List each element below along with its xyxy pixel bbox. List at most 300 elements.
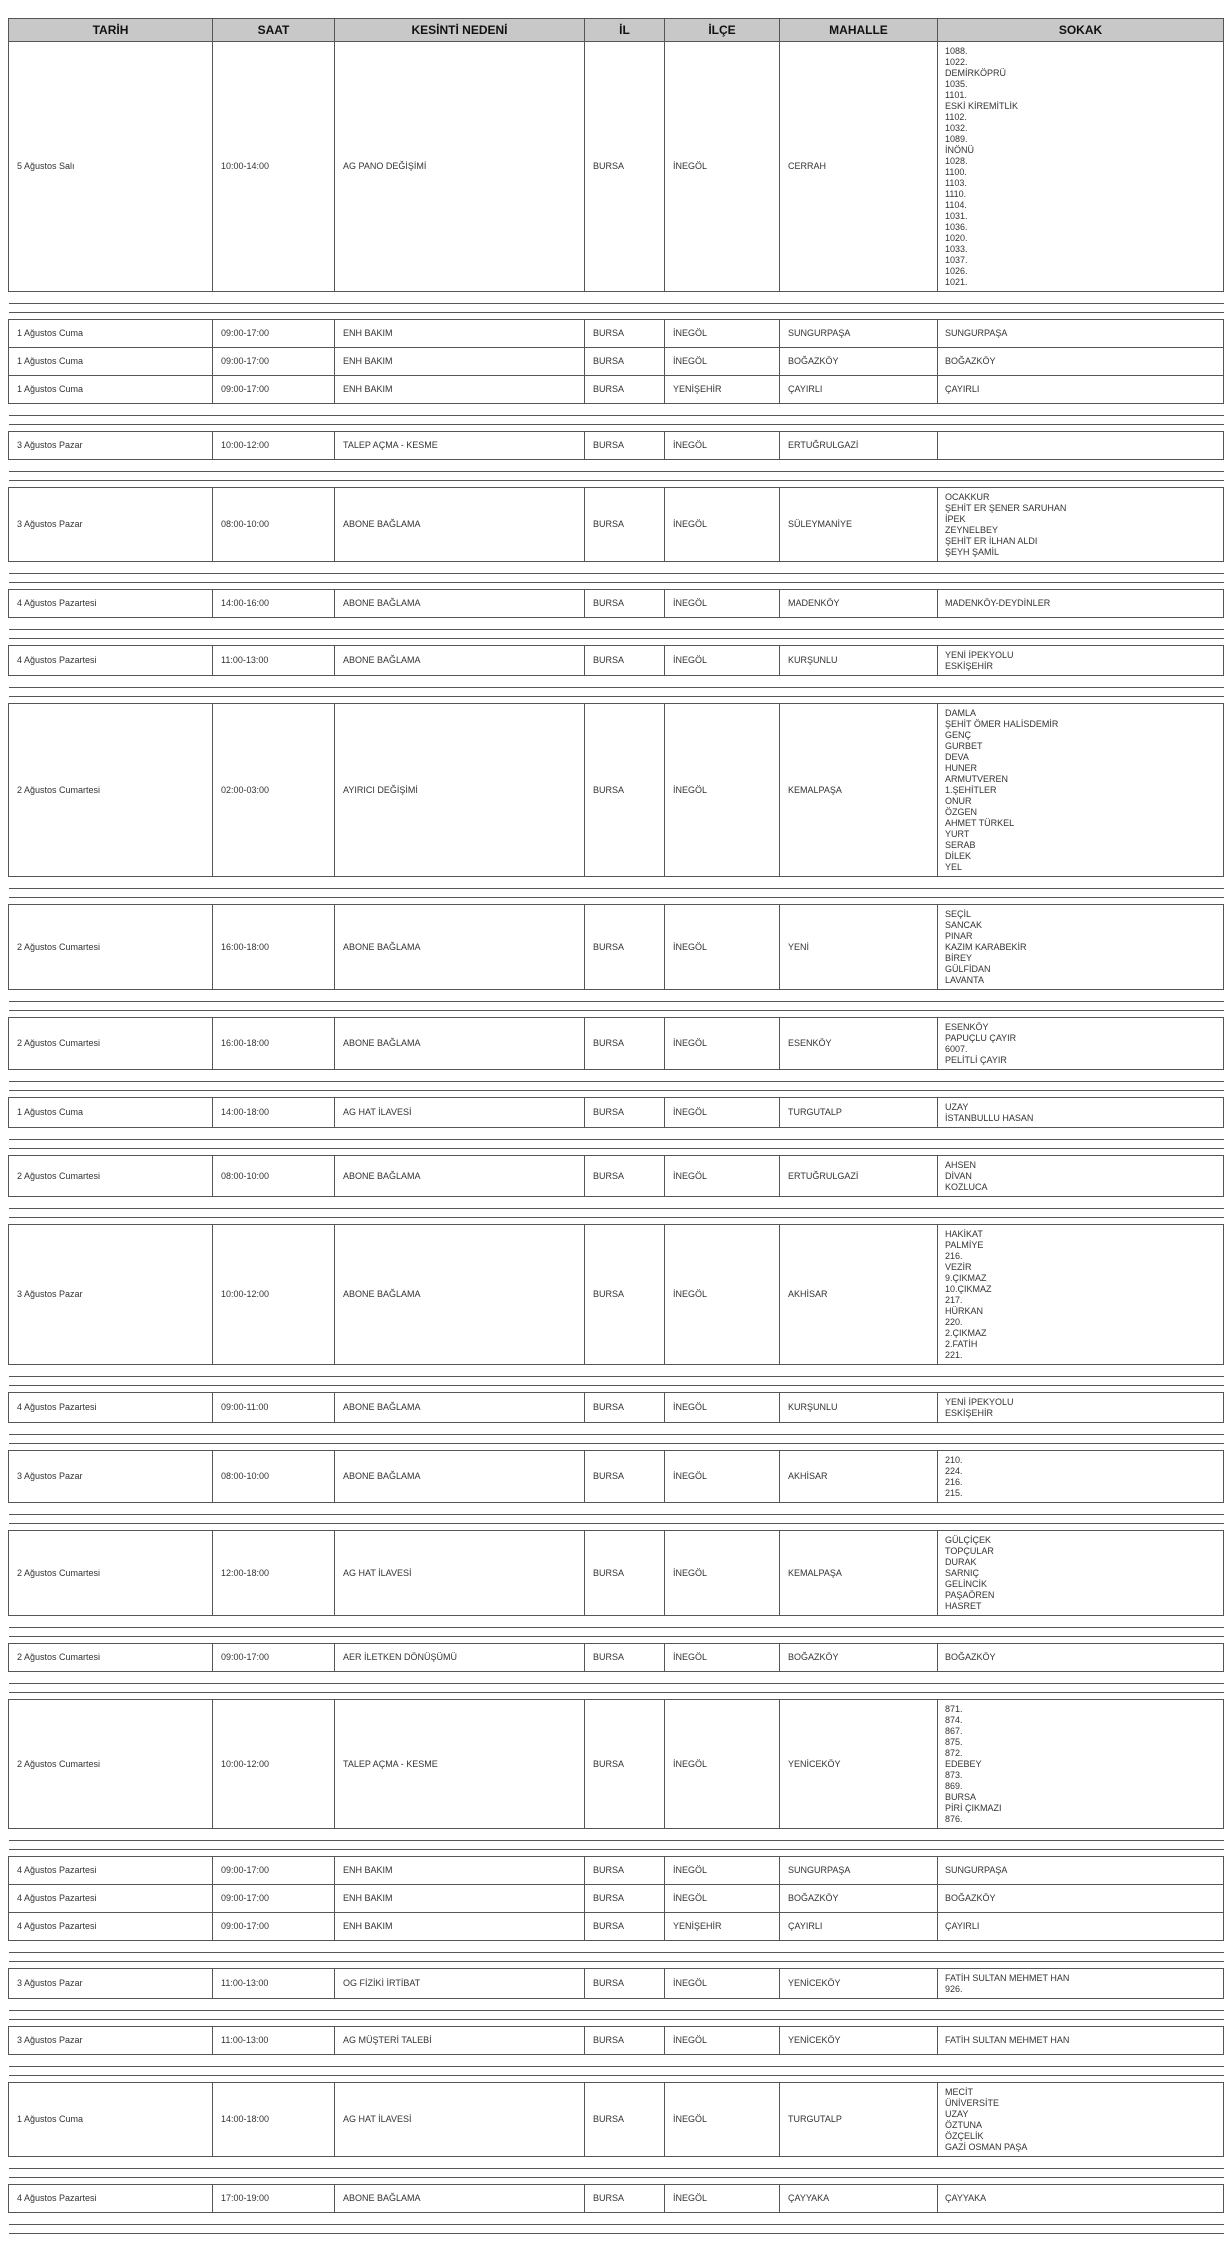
street-name: 874. bbox=[945, 1714, 963, 1725]
district-cell: İNEGÖL bbox=[665, 590, 780, 618]
reason-cell: ABONE BAĞLAMA bbox=[335, 1018, 585, 1070]
separator-cell bbox=[9, 1999, 1224, 2027]
neighborhood-cell: SÜLEYMANİYE bbox=[780, 488, 938, 562]
province-cell: BURSA bbox=[585, 590, 665, 618]
district-cell: İNEGÖL bbox=[665, 1531, 780, 1616]
province-cell: BURSA bbox=[585, 320, 665, 348]
district-cell: İNEGÖL bbox=[665, 2083, 780, 2157]
date-cell: 4 Ağustos Pazartesi bbox=[9, 2185, 213, 2213]
street-name: 2.ÇIKMAZ bbox=[945, 1327, 987, 1338]
province-cell: BURSA bbox=[585, 1098, 665, 1128]
street-name: VEZİR bbox=[945, 1261, 972, 1272]
street-name: KAZIM KARABEKİR bbox=[945, 941, 1027, 952]
row-separator bbox=[9, 990, 1224, 1018]
separator-line bbox=[9, 1523, 1224, 1524]
table-row bbox=[9, 1885, 1224, 1913]
province-cell: BURSA bbox=[585, 42, 665, 292]
street-cell bbox=[938, 1451, 1224, 1503]
neighborhood-cell: ÇAYIRLI bbox=[780, 1913, 938, 1941]
neighborhood-cell: CERRAH bbox=[780, 42, 938, 292]
street-name: ÇAYYAKA bbox=[945, 2193, 987, 2203]
street-name: GENÇ bbox=[945, 729, 972, 740]
district-cell: İNEGÖL bbox=[665, 432, 780, 460]
district-cell: İNEGÖL bbox=[665, 1644, 780, 1672]
date-cell: 4 Ağustos Pazartesi bbox=[9, 1393, 213, 1423]
neighborhood-cell: ÇAYIRLI bbox=[780, 376, 938, 404]
province-cell: BURSA bbox=[585, 1913, 665, 1941]
street-name: 1101. bbox=[945, 89, 967, 100]
street-name: DİVAN bbox=[945, 1170, 972, 1181]
district-cell: İNEGÖL bbox=[665, 1018, 780, 1070]
separator-line bbox=[9, 1217, 1224, 1218]
table-row bbox=[9, 1156, 1224, 1197]
row-separator bbox=[9, 1672, 1224, 1700]
time-cell: 09:00-17:00 bbox=[213, 376, 335, 404]
separator-cell bbox=[9, 2157, 1224, 2185]
separator-line bbox=[9, 687, 1224, 688]
separator-line bbox=[9, 1148, 1224, 1149]
street-name: ESKİŞEHİR bbox=[945, 660, 994, 671]
date-cell: 2 Ağustos Cumartesi bbox=[9, 704, 213, 877]
street-cell bbox=[938, 646, 1224, 676]
time-cell: 16:00-18:00 bbox=[213, 1018, 335, 1070]
time-cell: 10:00-12:00 bbox=[213, 1700, 335, 1829]
street-cell bbox=[938, 432, 1224, 460]
neighborhood-cell: KEMALPAŞA bbox=[780, 1531, 938, 1616]
district-cell: İNEGÖL bbox=[665, 488, 780, 562]
street-name: 210. bbox=[945, 1454, 963, 1465]
separator-line bbox=[9, 897, 1224, 898]
date-cell: 5 Ağustos Salı bbox=[9, 42, 213, 292]
street-name: 6007. bbox=[945, 1043, 968, 1054]
row-separator bbox=[9, 1941, 1224, 1969]
province-cell: BURSA bbox=[585, 905, 665, 990]
row-separator bbox=[9, 1128, 1224, 1156]
separator-line bbox=[9, 888, 1224, 889]
street-cell bbox=[938, 320, 1224, 348]
street-name: 872. bbox=[945, 1747, 963, 1758]
street-name: 1089. bbox=[945, 133, 968, 144]
province-cell: BURSA bbox=[585, 1885, 665, 1913]
province-cell: BURSA bbox=[585, 432, 665, 460]
province-cell: BURSA bbox=[585, 2027, 665, 2055]
header-district: İLÇE bbox=[665, 19, 780, 42]
date-cell: 3 Ağustos Pazar bbox=[9, 432, 213, 460]
neighborhood-cell: BOĞAZKÖY bbox=[780, 1644, 938, 1672]
street-name: AHSEN bbox=[945, 1159, 977, 1170]
neighborhood-cell: YENİCEKÖY bbox=[780, 1969, 938, 1999]
province-cell: BURSA bbox=[585, 704, 665, 877]
street-name: 216. bbox=[945, 1250, 963, 1261]
reason-cell: ABONE BAĞLAMA bbox=[335, 1156, 585, 1197]
separator-line bbox=[9, 1081, 1224, 1082]
reason-cell: AG PANO DEĞİŞİMİ bbox=[335, 42, 585, 292]
street-cell bbox=[938, 2083, 1224, 2157]
reason-cell: ABONE BAĞLAMA bbox=[335, 1451, 585, 1503]
table-row bbox=[9, 1969, 1224, 1999]
table-body bbox=[9, 42, 1224, 2241]
separator-line bbox=[9, 2224, 1224, 2225]
street-name: GAZİ OSMAN PAŞA bbox=[945, 2141, 1028, 2152]
separator-line bbox=[9, 1001, 1224, 1002]
time-cell: 09:00-17:00 bbox=[213, 1913, 335, 1941]
street-name: SANCAK bbox=[945, 919, 983, 930]
table-row bbox=[9, 590, 1224, 618]
street-name: 1102. bbox=[945, 111, 967, 122]
street-name: ÇAYIRLI bbox=[945, 384, 980, 394]
street-cell bbox=[938, 1700, 1224, 1829]
time-cell: 09:00-17:00 bbox=[213, 1857, 335, 1885]
table-row bbox=[9, 905, 1224, 990]
province-cell: BURSA bbox=[585, 2185, 665, 2213]
district-cell: İNEGÖL bbox=[665, 1393, 780, 1423]
street-name: 875. bbox=[945, 1736, 963, 1747]
reason-cell: AG HAT İLAVESİ bbox=[335, 2083, 585, 2157]
time-cell: 11:00-13:00 bbox=[213, 646, 335, 676]
reason-cell: AG HAT İLAVESİ bbox=[335, 1531, 585, 1616]
province-cell: BURSA bbox=[585, 2083, 665, 2157]
street-name: ÖZGEN bbox=[945, 806, 978, 817]
neighborhood-cell: ÇAYYAKA bbox=[780, 2185, 938, 2213]
province-cell: BURSA bbox=[585, 1700, 665, 1829]
street-cell bbox=[938, 1098, 1224, 1128]
street-name: GURBET bbox=[945, 740, 983, 751]
street-name: ÖZTUNA bbox=[945, 2119, 982, 2130]
table-row bbox=[9, 2083, 1224, 2157]
street-name: GÜLÇİÇEK bbox=[945, 1534, 992, 1545]
street-name: BİREY bbox=[945, 952, 973, 963]
street-name: BURSA bbox=[945, 1791, 977, 1802]
street-name: YEL bbox=[945, 861, 963, 872]
time-cell: 09:00-17:00 bbox=[213, 348, 335, 376]
district-cell: YENİŞEHİR bbox=[665, 1913, 780, 1941]
reason-cell: AYIRICI DEĞİŞİMİ bbox=[335, 704, 585, 877]
separator-line bbox=[9, 1849, 1224, 1850]
street-cell bbox=[938, 1644, 1224, 1672]
street-name: HASRET bbox=[945, 1600, 982, 1611]
time-cell: 14:00-18:00 bbox=[213, 1098, 335, 1128]
separator-cell bbox=[9, 404, 1224, 432]
row-separator bbox=[9, 404, 1224, 432]
street-name: 1028. bbox=[945, 155, 968, 166]
neighborhood-cell: ESENKÖY bbox=[780, 1018, 938, 1070]
street-name: BOĞAZKÖY bbox=[945, 1652, 996, 1662]
separator-line bbox=[9, 1376, 1224, 1377]
time-cell: 09:00-11:00 bbox=[213, 1393, 335, 1423]
street-name: 1020. bbox=[945, 232, 968, 243]
district-cell: İNEGÖL bbox=[665, 1098, 780, 1128]
street-name: DEMİRKÖPRÜ bbox=[945, 67, 1007, 78]
reason-cell: ENH BAKIM bbox=[335, 376, 585, 404]
row-separator bbox=[9, 1616, 1224, 1644]
province-cell: BURSA bbox=[585, 1857, 665, 1885]
table-row bbox=[9, 1644, 1224, 1672]
street-name: BOĞAZKÖY bbox=[945, 356, 996, 366]
header-street: SOKAK bbox=[938, 19, 1224, 42]
table-row bbox=[9, 1913, 1224, 1941]
street-name: 1036. bbox=[945, 221, 968, 232]
neighborhood-cell: YENİCEKÖY bbox=[780, 2027, 938, 2055]
separator-line bbox=[9, 424, 1224, 425]
street-name: GÜLFİDAN bbox=[945, 963, 991, 974]
separator-line bbox=[9, 1961, 1224, 1962]
table-row bbox=[9, 704, 1224, 877]
neighborhood-cell: YENİCEKÖY bbox=[780, 1700, 938, 1829]
separator-line bbox=[9, 312, 1224, 313]
separator-line bbox=[9, 2233, 1224, 2234]
separator-line bbox=[9, 303, 1224, 304]
row-separator bbox=[9, 1829, 1224, 1857]
street-name: EDEBEY bbox=[945, 1758, 982, 1769]
separator-cell bbox=[9, 1070, 1224, 1098]
street-name: ZEYNELBEY bbox=[945, 524, 999, 535]
separator-line bbox=[9, 1840, 1224, 1841]
reason-cell: OG FİZİKİ İRTİBAT bbox=[335, 1969, 585, 1999]
street-name: AHMET TÜRKEL bbox=[945, 817, 1015, 828]
street-name: HAKİKAT bbox=[945, 1228, 983, 1239]
neighborhood-cell: MADENKÖY bbox=[780, 590, 938, 618]
street-name: 876. bbox=[945, 1813, 963, 1824]
street-name: ŞEHİT ÖMER HALİSDEMİR bbox=[945, 718, 1059, 729]
street-name: ŞEHİT ER ŞENER SARUHAN bbox=[945, 502, 1067, 513]
neighborhood-cell: AKHİSAR bbox=[780, 1225, 938, 1365]
street-name: İSTANBULLU HASAN bbox=[945, 1112, 1034, 1123]
street-cell bbox=[938, 1225, 1224, 1365]
separator-cell bbox=[9, 292, 1224, 320]
street-name: 1022. bbox=[945, 56, 968, 67]
separator-cell bbox=[9, 1365, 1224, 1393]
time-cell: 08:00-10:00 bbox=[213, 1451, 335, 1503]
separator-cell bbox=[9, 1941, 1224, 1969]
table-row bbox=[9, 1018, 1224, 1070]
date-cell: 3 Ağustos Pazar bbox=[9, 2027, 213, 2055]
district-cell: İNEGÖL bbox=[665, 704, 780, 877]
province-cell: BURSA bbox=[585, 1531, 665, 1616]
reason-cell: ENH BAKIM bbox=[335, 320, 585, 348]
separator-cell bbox=[9, 1672, 1224, 1700]
neighborhood-cell: AKHİSAR bbox=[780, 1451, 938, 1503]
time-cell: 16:00-18:00 bbox=[213, 905, 335, 990]
reason-cell: ABONE BAĞLAMA bbox=[335, 590, 585, 618]
street-name: MECİT bbox=[945, 2086, 973, 2097]
neighborhood-cell: KURŞUNLU bbox=[780, 646, 938, 676]
street-name: ŞEHİT ER İLHAN ALDI bbox=[945, 535, 1038, 546]
separator-line bbox=[9, 2177, 1224, 2178]
street-name: ESENKÖY bbox=[945, 1021, 989, 1032]
province-cell: BURSA bbox=[585, 1393, 665, 1423]
time-cell: 14:00-18:00 bbox=[213, 2083, 335, 2157]
row-separator bbox=[9, 618, 1224, 646]
street-name: DURAK bbox=[945, 1556, 977, 1567]
street-name: 1100. bbox=[945, 166, 967, 177]
street-name: 1088. bbox=[945, 45, 968, 56]
separator-cell bbox=[9, 877, 1224, 905]
time-cell: 12:00-18:00 bbox=[213, 1531, 335, 1616]
street-cell bbox=[938, 1969, 1224, 1999]
neighborhood-cell: KURŞUNLU bbox=[780, 1393, 938, 1423]
street-name: 1104. bbox=[945, 199, 967, 210]
province-cell: BURSA bbox=[585, 376, 665, 404]
time-cell: 10:00-12:00 bbox=[213, 432, 335, 460]
date-cell: 2 Ağustos Cumartesi bbox=[9, 1644, 213, 1672]
separator-line bbox=[9, 1514, 1224, 1515]
street-name: UZAY bbox=[945, 2108, 969, 2119]
separator-line bbox=[9, 2075, 1224, 2076]
district-cell: İNEGÖL bbox=[665, 320, 780, 348]
street-name: FATİH SULTAN MEHMET HAN bbox=[945, 1972, 1070, 1983]
street-name: 1110. bbox=[945, 188, 967, 199]
street-name: 1026. bbox=[945, 265, 968, 276]
table-row bbox=[9, 1098, 1224, 1128]
district-cell: İNEGÖL bbox=[665, 2185, 780, 2213]
time-cell: 09:00-17:00 bbox=[213, 320, 335, 348]
district-cell: İNEGÖL bbox=[665, 905, 780, 990]
time-cell: 11:00-13:00 bbox=[213, 1969, 335, 1999]
street-cell bbox=[938, 1018, 1224, 1070]
street-name: FATİH SULTAN MEHMET HAN bbox=[945, 2035, 1070, 2045]
street-name: 220. bbox=[945, 1316, 963, 1327]
separator-line bbox=[9, 1010, 1224, 1011]
separator-cell bbox=[9, 676, 1224, 704]
neighborhood-cell: YENİ bbox=[780, 905, 938, 990]
street-name: 217. bbox=[945, 1294, 963, 1305]
street-name: SEÇİL bbox=[945, 908, 972, 919]
date-cell: 4 Ağustos Pazartesi bbox=[9, 646, 213, 676]
street-name: 1037. bbox=[945, 254, 968, 265]
street-name: 1.ŞEHİTLER bbox=[945, 784, 997, 795]
province-cell: BURSA bbox=[585, 1451, 665, 1503]
date-cell: 1 Ağustos Cuma bbox=[9, 376, 213, 404]
separator-line bbox=[9, 582, 1224, 583]
row-separator bbox=[9, 1070, 1224, 1098]
date-cell: 1 Ağustos Cuma bbox=[9, 320, 213, 348]
separator-cell bbox=[9, 460, 1224, 488]
date-cell: 4 Ağustos Pazartesi bbox=[9, 590, 213, 618]
reason-cell: TALEP AÇMA - KESME bbox=[335, 432, 585, 460]
separator-line bbox=[9, 480, 1224, 481]
street-cell bbox=[938, 590, 1224, 618]
reason-cell: ENH BAKIM bbox=[335, 1885, 585, 1913]
street-name: PALMİYE bbox=[945, 1239, 984, 1250]
time-cell: 17:00-19:00 bbox=[213, 2185, 335, 2213]
street-cell bbox=[938, 1531, 1224, 1616]
street-name: OCAKKUR bbox=[945, 491, 990, 502]
date-cell: 1 Ağustos Cuma bbox=[9, 1098, 213, 1128]
street-cell bbox=[938, 348, 1224, 376]
province-cell: BURSA bbox=[585, 1156, 665, 1197]
separator-line bbox=[9, 1443, 1224, 1444]
row-separator bbox=[9, 2157, 1224, 2185]
row-separator bbox=[9, 1423, 1224, 1451]
province-cell: BURSA bbox=[585, 1644, 665, 1672]
neighborhood-cell: TURGUTALP bbox=[780, 2083, 938, 2157]
street-cell bbox=[938, 1913, 1224, 1941]
table-row bbox=[9, 1393, 1224, 1423]
street-name: 1103. bbox=[945, 177, 967, 188]
row-separator bbox=[9, 2213, 1224, 2241]
row-separator bbox=[9, 1365, 1224, 1393]
street-cell bbox=[938, 1393, 1224, 1423]
separator-cell bbox=[9, 562, 1224, 590]
district-cell: İNEGÖL bbox=[665, 646, 780, 676]
table-row bbox=[9, 646, 1224, 676]
time-cell: 10:00-14:00 bbox=[213, 42, 335, 292]
reason-cell: ABONE BAĞLAMA bbox=[335, 1225, 585, 1365]
row-separator bbox=[9, 676, 1224, 704]
table-row bbox=[9, 1700, 1224, 1829]
street-name: PAPUÇLU ÇAYIR bbox=[945, 1032, 1017, 1043]
date-cell: 1 Ağustos Cuma bbox=[9, 348, 213, 376]
separator-line bbox=[9, 1636, 1224, 1637]
neighborhood-cell: TURGUTALP bbox=[780, 1098, 938, 1128]
table-row bbox=[9, 376, 1224, 404]
neighborhood-cell: BOĞAZKÖY bbox=[780, 1885, 938, 1913]
separator-line bbox=[9, 1139, 1224, 1140]
street-name: DİLEK bbox=[945, 850, 972, 861]
street-name: LAVANTA bbox=[945, 974, 985, 985]
header-neighborhood: MAHALLE bbox=[780, 19, 938, 42]
neighborhood-cell: ERTUĞRULGAZİ bbox=[780, 1156, 938, 1197]
row-separator bbox=[9, 562, 1224, 590]
date-cell: 2 Ağustos Cumartesi bbox=[9, 1156, 213, 1197]
reason-cell: TALEP AÇMA - KESME bbox=[335, 1700, 585, 1829]
separator-cell bbox=[9, 618, 1224, 646]
street-name: MADENKÖY-DEYDİNLER bbox=[945, 598, 1051, 608]
row-separator bbox=[9, 292, 1224, 320]
reason-cell: ENH BAKIM bbox=[335, 1913, 585, 1941]
separator-line bbox=[9, 1952, 1224, 1953]
neighborhood-cell: SUNGURPAŞA bbox=[780, 320, 938, 348]
separator-cell bbox=[9, 1197, 1224, 1225]
date-cell: 3 Ağustos Pazar bbox=[9, 488, 213, 562]
street-name: HUNER bbox=[945, 762, 978, 773]
date-cell: 1 Ağustos Cuma bbox=[9, 2083, 213, 2157]
reason-cell: AG HAT İLAVESİ bbox=[335, 1098, 585, 1128]
street-name: ARMUTVEREN bbox=[945, 773, 1009, 784]
table-row bbox=[9, 2185, 1224, 2213]
street-name: 926. bbox=[945, 1983, 963, 1994]
separator-cell bbox=[9, 1503, 1224, 1531]
row-separator bbox=[9, 1999, 1224, 2027]
street-name: 10.ÇIKMAZ bbox=[945, 1283, 992, 1294]
time-cell: 10:00-12:00 bbox=[213, 1225, 335, 1365]
street-name: DEVA bbox=[945, 751, 969, 762]
street-name: BOĞAZKÖY bbox=[945, 1893, 996, 1903]
separator-cell bbox=[9, 2213, 1224, 2241]
street-name: ÇAYIRLI bbox=[945, 1921, 980, 1931]
separator-line bbox=[9, 471, 1224, 472]
street-name: PAŞAÖREN bbox=[945, 1589, 995, 1600]
date-cell: 2 Ağustos Cumartesi bbox=[9, 1531, 213, 1616]
row-separator bbox=[9, 877, 1224, 905]
street-name: ÜNİVERSİTE bbox=[945, 2097, 1000, 2108]
time-cell: 08:00-10:00 bbox=[213, 1156, 335, 1197]
time-cell: 11:00-13:00 bbox=[213, 2027, 335, 2055]
separator-cell bbox=[9, 2055, 1224, 2083]
row-separator bbox=[9, 1503, 1224, 1531]
street-name: YURT bbox=[945, 828, 970, 839]
street-name: 221. bbox=[945, 1349, 963, 1360]
table-row bbox=[9, 2027, 1224, 2055]
street-name: TOPÇULAR bbox=[945, 1545, 994, 1556]
time-cell: 14:00-16:00 bbox=[213, 590, 335, 618]
street-name: 224. bbox=[945, 1465, 963, 1476]
district-cell: YENİŞEHİR bbox=[665, 376, 780, 404]
street-name: 216. bbox=[945, 1476, 963, 1487]
row-separator bbox=[9, 460, 1224, 488]
separator-cell bbox=[9, 990, 1224, 1018]
time-cell: 08:00-10:00 bbox=[213, 488, 335, 562]
